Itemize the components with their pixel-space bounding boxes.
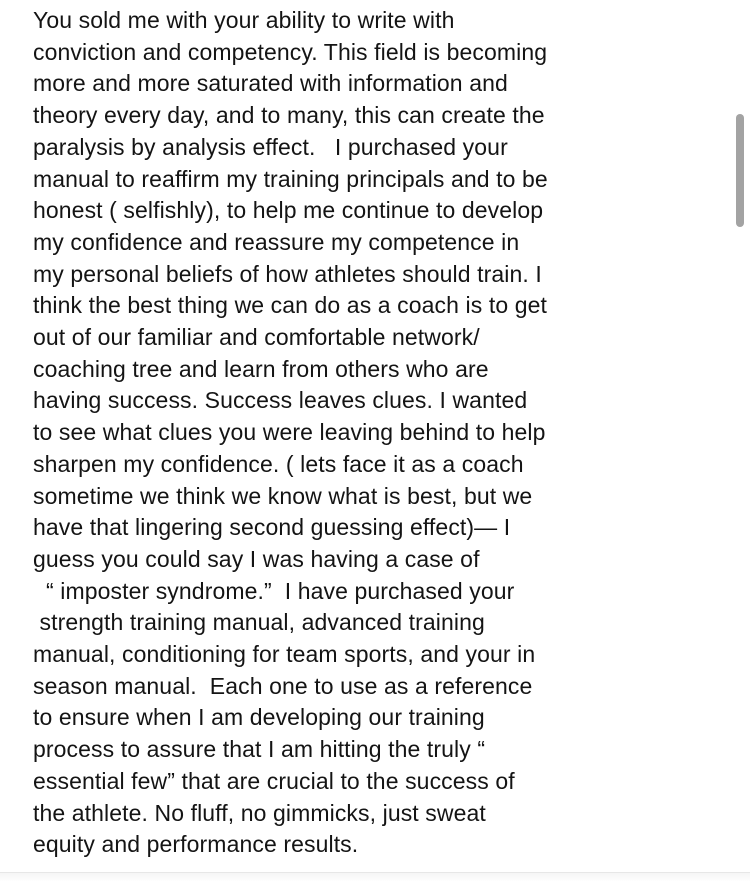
text-line: conviction and competency. This field is becoming <box>33 38 548 65</box>
text-line: out of our familiar and comfortable network/ <box>33 324 480 351</box>
text-line: essential few” that are crucial to the success of <box>33 767 515 794</box>
text-line: to ensure when I am developing our training <box>33 704 485 731</box>
text-line: the athlete. No fluff, no gimmicks, just sweat <box>33 799 486 826</box>
text-line: paralysis by analysis effect. I purchased your <box>33 133 508 160</box>
text-line: have that lingering second guessing effect)— I <box>33 514 511 541</box>
text-line: theory every day, and to many, this can create the <box>33 102 545 129</box>
text-line: having success. Success leaves clues. I wanted <box>33 387 528 414</box>
bottom-divider <box>0 872 750 883</box>
text-line: coaching tree and learn from others who are <box>33 355 489 382</box>
text-line: equity and performance results. <box>33 831 359 858</box>
text-line: “ imposter syndrome.” I have purchased your <box>33 577 515 604</box>
text-line: more and more saturated with information and <box>33 70 508 97</box>
text-line: sometime we think we know what is best, but we <box>33 482 533 509</box>
text-line: to see what clues you were leaving behind to help <box>33 419 546 446</box>
text-line: strength training manual, advanced training <box>33 609 485 636</box>
text-line: honest ( selfishly), to help me continue to develop <box>33 197 544 224</box>
text-line: season manual. Each one to use as a reference <box>33 672 533 699</box>
scrollbar-thumb[interactable] <box>736 114 744 227</box>
text-line: my confidence and reassure my competence in <box>33 228 520 255</box>
text-line: You sold me with your ability to write with <box>33 7 455 33</box>
text-line: process to assure that I am hitting the truly “ <box>33 736 486 763</box>
text-line: my personal beliefs of how athletes should train. I <box>33 260 542 287</box>
text-line: guess you could say I was having a case of <box>33 545 480 572</box>
text-line: manual, conditioning for team sports, and your in <box>33 641 536 668</box>
text-line: manual to reaffirm my training principals and to be <box>33 165 548 192</box>
text-line: sharpen my confidence. ( lets face it as a coach <box>33 450 524 477</box>
text-line: think the best thing we can do as a coach is to get <box>33 292 547 319</box>
